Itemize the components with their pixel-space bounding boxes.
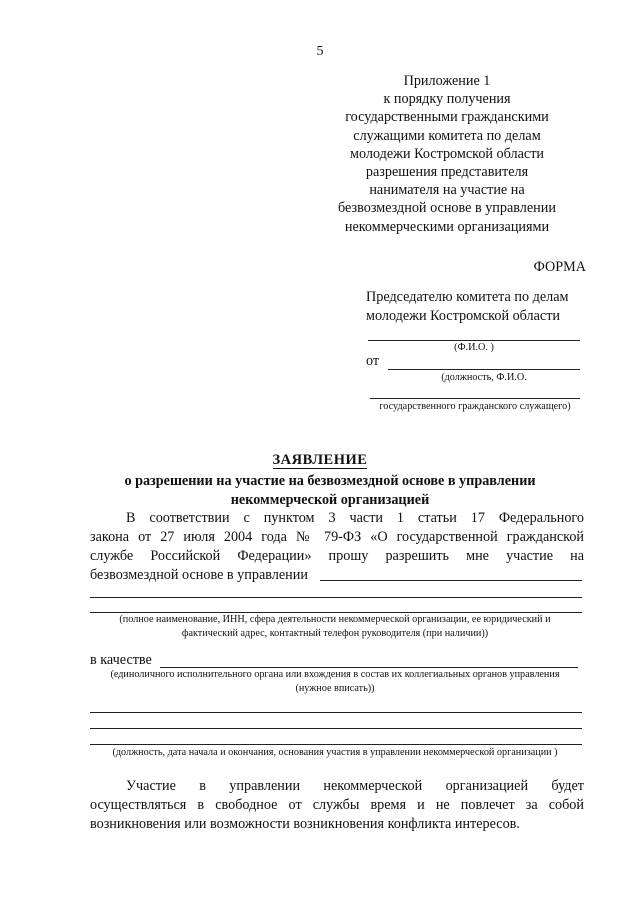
body-p2-line-2: осуществляться в свободное от службы время и не повлечет за собой <box>90 797 584 813</box>
appendix-line: разрешения представителя <box>365 164 529 181</box>
position-line-1 <box>90 712 582 713</box>
document-subtitle <box>90 472 570 509</box>
capacity-caption-line-1: (единоличного исполнительного органа или вхождения в состав их коллегиальных органов управления <box>110 669 560 680</box>
capacity-label: в качестве <box>90 652 152 668</box>
addressee-line-2: молодежи Костромской области <box>366 308 561 324</box>
body-p1-line-1: В соответствии с пунктом 3 части 1 статьи 17 Федерального <box>126 510 584 526</box>
org-line-2 <box>90 597 582 598</box>
appendix-line: к порядку получения <box>383 91 511 108</box>
appendix-line: Приложение 1 <box>403 73 491 89</box>
appendix-block <box>322 72 572 236</box>
subtitle-line-1: о разрешении на участие на безвозмездной основе в управлении <box>124 473 536 489</box>
position-caption: (должность, Ф.И.О. <box>441 372 527 383</box>
addressee-line-1: Председателю комитета по делам <box>366 289 569 305</box>
position-line-2 <box>90 728 582 729</box>
fio-caption: (Ф.И.О. ) <box>454 342 494 353</box>
appendix-line: некоммерческими организациями <box>344 218 550 235</box>
body-p2-line-1: Участие в управлении некоммерческой организацией будет <box>126 778 584 794</box>
page-number: 5 <box>316 44 324 59</box>
capacity-caption-line-2: (нужное вписать)) <box>295 683 375 694</box>
appendix-line: нанимателя на участие на <box>369 182 525 199</box>
servant-caption: государственного гражданского служащего) <box>379 401 571 412</box>
body-p2-line-3: возникновения или возможности возникновения конфликта интересов. <box>90 816 520 832</box>
form-label: ФОРМА <box>533 259 586 275</box>
appendix-line: безвозмездной основе в управлении <box>338 200 556 217</box>
body-p1-line-2: закона от 27 июля 2004 года № 79-ФЗ «О государственной гражданской <box>90 529 584 545</box>
body-p1-line-4: безвозмездной основе в управлении <box>90 567 308 583</box>
appendix-line: государственными гражданскими <box>345 109 549 126</box>
document-title: ЗАЯВЛЕНИЕ <box>272 452 368 468</box>
org-caption-line-1: (полное наименование, ИНН, сфера деятельности некоммерческой организации, ее юридический и <box>119 614 551 625</box>
servant-line <box>370 398 580 399</box>
org-line-1 <box>320 580 582 581</box>
org-caption-line-2: фактический адрес, контактный телефон руководителя (при наличии)) <box>181 628 489 639</box>
participation-caption: (должность, дата начала и окончания, основания участия в управлении некоммерческой организации ) <box>112 747 558 758</box>
from-label: от <box>366 353 380 369</box>
position-line-3 <box>90 744 582 745</box>
subtitle-line-2: некоммерческой организацией <box>230 491 430 508</box>
from-line <box>388 369 580 370</box>
capacity-caption <box>80 668 590 696</box>
appendix-line: служащими комитета по делам <box>353 127 541 144</box>
body-p1-line-3: службе Российской Федерации» прошу разрешить мне участие на <box>90 548 584 564</box>
appendix-line: молодежи Костромской области <box>349 145 544 162</box>
org-caption <box>80 613 590 641</box>
